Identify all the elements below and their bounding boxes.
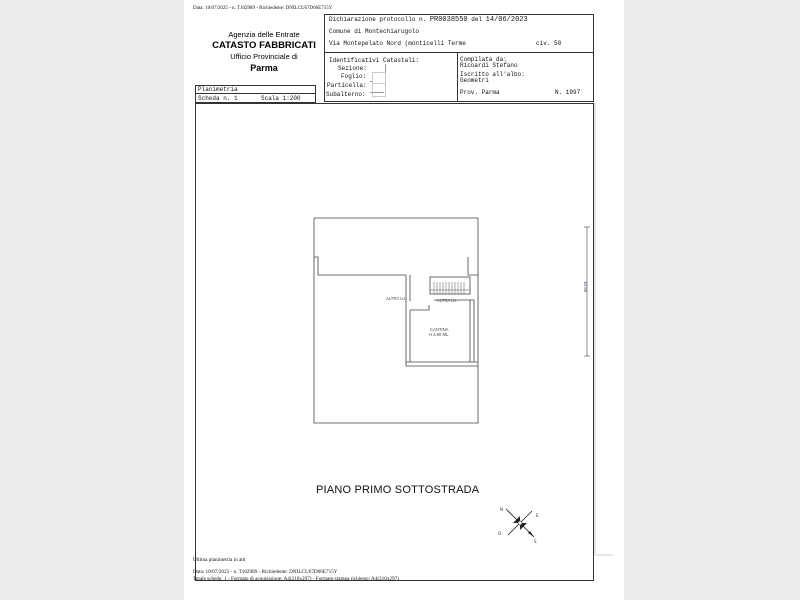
comune-line: Comune di Montechiarugolo (329, 28, 420, 35)
scheda-label: Scheda n. 1 (198, 95, 238, 102)
svg-text:N: N (500, 507, 503, 512)
cantina-label: CANTINA (430, 327, 449, 332)
compiled-name: Ricoardi Stefano (460, 62, 518, 69)
subalterno-label: Subalterno: (326, 91, 366, 98)
upper-left-notch (314, 257, 406, 275)
room-top-wall (410, 305, 429, 310)
planimetria-label: Planimetria (198, 86, 238, 93)
foglio-label: Foglio: (341, 73, 367, 80)
altra-ui-label-2: ALTRA U.I. (437, 298, 458, 303)
footer-totals: Totale schede: 1 - Formato di acquisizione: A4(210x297) - Formato stampa richiesto: A4(210x297) (193, 576, 399, 582)
protocol-number: PR0038550 (429, 16, 468, 24)
civic-number: civ. 50 (536, 40, 562, 47)
sezione-label: Sezione: (338, 65, 367, 72)
albo-label: Iscritto all'albo: (460, 71, 525, 78)
building-outline (314, 218, 478, 423)
catasto-title: CATASTO FABBRICATI (212, 40, 316, 51)
particella-label: Particella: (327, 82, 367, 89)
cadastral-document-page (184, 0, 624, 600)
svg-text:E: E (536, 513, 539, 518)
top-request-line: Data: 10/07/2025 - n. T102989 - Richiedente: DNILCU67D06E715Y (193, 6, 333, 11)
albo-value: Geometri (460, 77, 489, 84)
cantina-height: H 2.60 ML (429, 332, 449, 337)
north-arrow-icon (498, 507, 539, 544)
agency-name: Agenzia delle Entrate (228, 30, 300, 39)
protocol-label: Dichiarazione protocollo n. (329, 16, 427, 23)
altra-ui-label-1: ALTRA U.I. (386, 296, 407, 301)
upper-right-notch (468, 257, 478, 275)
date-label: del (471, 16, 483, 23)
stair-treads (430, 282, 470, 294)
ultima-planimetria: Ultima planimetria in atti (193, 557, 246, 563)
scala-label: Scala 1:200 (261, 95, 301, 102)
room-left-wall (406, 275, 410, 362)
identifiers-title: Identificativi Catastali: (329, 57, 420, 64)
address-line: Via Montepelato Nord (monticelli Terme (329, 40, 466, 47)
ufficio-city: Parma (250, 63, 278, 73)
protocol-date: 14/06/2023 (485, 16, 528, 24)
ufficio-label: Ufficio Provinciale di (230, 52, 298, 61)
footer-request-line: Data: 10/07/2025 - n. T102989 - Richiedente: DNILCU67D06E715Y (193, 569, 338, 575)
svg-text:O: O (498, 531, 502, 536)
svg-text:S: S (534, 539, 537, 544)
dimension-value: 10.90 (583, 280, 589, 293)
compiled-label: Compilata da: (460, 56, 507, 63)
floor-title: PIANO PRIMO SOTTOSTRADA (316, 484, 480, 496)
province-label: Prov. Parma (460, 89, 500, 96)
albo-number: N. 1997 (555, 89, 581, 96)
